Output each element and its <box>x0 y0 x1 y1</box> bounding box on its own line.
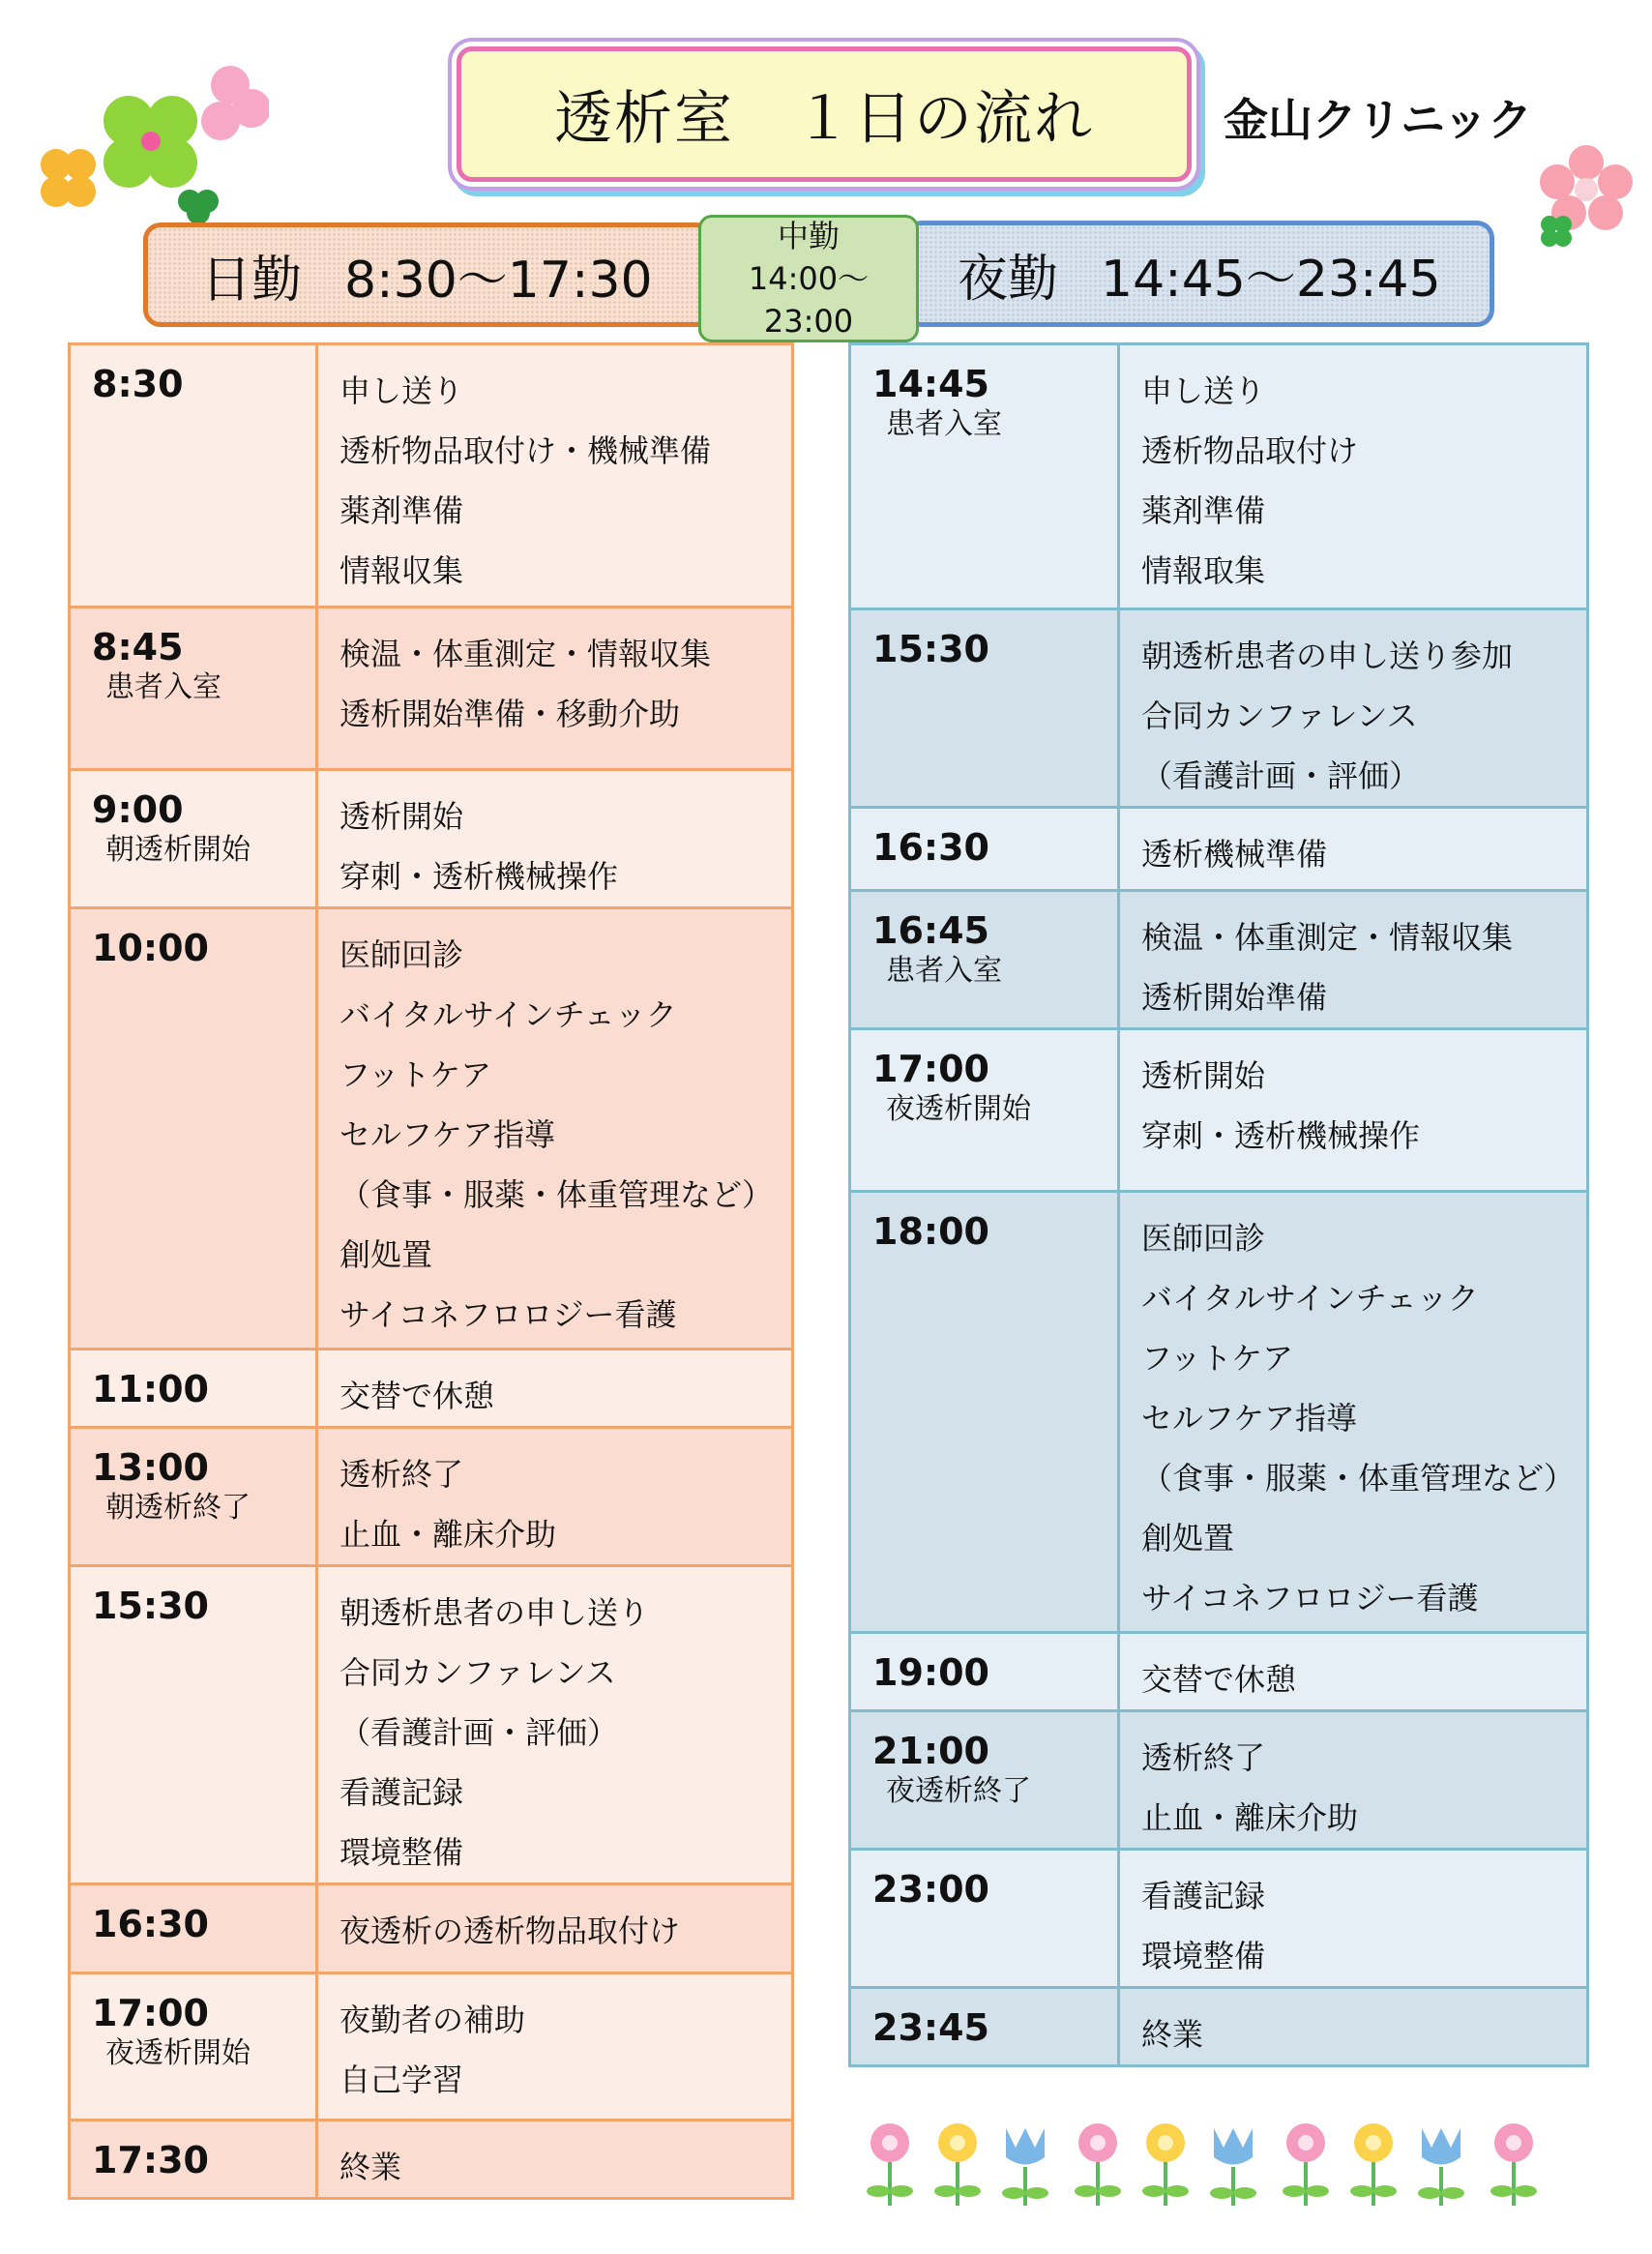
task-item: 終業 <box>1141 2016 1204 2053</box>
time-cell <box>850 1633 1119 1711</box>
task-item: セルフケア指導 <box>339 1116 556 1153</box>
schedule-row <box>850 609 1588 808</box>
schedule-row <box>70 1349 793 1428</box>
task-item: （食事・服薬・体重管理など） <box>1141 1460 1576 1497</box>
time-label: 15:30 <box>872 628 989 670</box>
day-shift-banner <box>143 222 714 327</box>
time-sub-label: 患者入室 <box>886 407 1002 441</box>
task-item: 申し送り <box>339 372 464 409</box>
time-cell <box>850 1711 1119 1850</box>
task-cell <box>317 908 793 1349</box>
day-shift-label: 日勤 <box>201 251 303 310</box>
task-item: サイコネフロロジー看護 <box>1141 1580 1479 1616</box>
time-sub-label: 患者入室 <box>886 954 1002 988</box>
task-item: （看護計画・評価） <box>1141 757 1421 794</box>
task-item: 朝透析患者の申し送り参加 <box>1141 638 1514 674</box>
time-sub-label: 夜透析開始 <box>886 1092 1031 1126</box>
task-cell <box>1119 1988 1588 2066</box>
time-cell <box>70 1349 317 1428</box>
schedule-row <box>850 1711 1588 1850</box>
schedule-row <box>70 770 793 908</box>
task-item: （食事・服薬・体重管理など） <box>339 1176 774 1213</box>
time-label: 16:30 <box>872 826 989 869</box>
task-item: 交替で休憩 <box>1141 1661 1297 1698</box>
time-cell <box>850 609 1119 808</box>
task-cell <box>1119 1192 1588 1633</box>
task-cell <box>1119 609 1588 808</box>
orange-clover-icon <box>41 149 96 207</box>
task-cell <box>1119 1711 1588 1850</box>
task-item: 止血・離床介助 <box>339 1516 557 1553</box>
night-shift-banner <box>904 221 1494 327</box>
time-label: 16:30 <box>92 1903 209 1945</box>
task-item: 環境整備 <box>1141 1938 1266 1974</box>
task-item: 情報収集 <box>339 552 464 589</box>
time-label: 8:45 <box>92 626 184 668</box>
mid-shift-end: 23:00 <box>763 303 854 340</box>
time-cell <box>850 1850 1119 1988</box>
schedule-row <box>70 1973 793 2121</box>
time-cell <box>70 1566 317 1884</box>
task-item: 看護記録 <box>1141 1878 1266 1914</box>
small-green-clover-icon <box>178 190 219 222</box>
clinic-name: 金山クリニック <box>1224 94 1533 146</box>
schedule-row <box>850 1192 1588 1633</box>
task-item: 穿刺・透析機械操作 <box>339 858 619 895</box>
flower-7-icon <box>1283 2123 1329 2206</box>
task-cell <box>1119 1850 1588 1988</box>
schedule-row <box>850 1988 1588 2066</box>
time-label: 17:00 <box>92 1992 209 2034</box>
task-cell <box>1119 1633 1588 1711</box>
time-label: 11:00 <box>92 1368 209 1410</box>
task-item: 透析物品取付け・機械準備 <box>339 432 712 469</box>
night-shift-hours: 14:45〜23:45 <box>1101 250 1441 309</box>
time-cell <box>70 344 317 608</box>
day-shift-hours: 8:30〜17:30 <box>344 251 653 310</box>
time-cell <box>850 344 1119 609</box>
day-schedule-table <box>68 342 794 2200</box>
task-cell <box>317 1428 793 1566</box>
task-item: 薬剤準備 <box>339 492 464 529</box>
task-item: 透析開始準備 <box>1141 979 1328 1016</box>
time-sub-label: 朝透析終了 <box>105 1491 251 1525</box>
task-item: 検温・体重測定・情報収集 <box>339 636 712 672</box>
task-item: （看護計画・評価） <box>339 1714 619 1751</box>
time-cell <box>850 1192 1119 1633</box>
night-shift-label: 夜勤 <box>958 250 1059 309</box>
time-label: 10:00 <box>92 927 209 969</box>
time-cell <box>70 608 317 770</box>
flower-10-icon <box>1490 2123 1537 2206</box>
task-cell <box>1119 344 1588 609</box>
task-cell <box>1119 891 1588 1029</box>
night-schedule-table <box>848 342 1589 2067</box>
flower-3-icon <box>1002 2128 1048 2206</box>
time-cell <box>850 891 1119 1029</box>
time-cell <box>70 770 317 908</box>
task-item: 薬剤準備 <box>1141 492 1266 529</box>
night-schedule-body <box>850 344 1588 2066</box>
time-cell <box>70 1428 317 1566</box>
time-sub-label: 夜透析開始 <box>105 2036 251 2070</box>
time-sub-label: 夜透析終了 <box>886 1774 1031 1808</box>
time-label: 21:00 <box>872 1730 989 1772</box>
task-cell <box>317 1973 793 2121</box>
task-item: 終業 <box>339 2149 402 2185</box>
schedule-row <box>70 1566 793 1884</box>
task-item: 医師回診 <box>1141 1220 1266 1257</box>
flower-6-icon <box>1210 2128 1256 2206</box>
mid-shift-start: 14:00〜 <box>748 260 870 297</box>
time-label: 23:45 <box>872 2006 989 2049</box>
mid-shift-banner <box>698 215 919 342</box>
schedule-row <box>70 344 793 608</box>
task-item: 検温・体重測定・情報収集 <box>1141 919 1514 956</box>
task-cell <box>1119 808 1588 891</box>
task-item: 合同カンファレンス <box>1141 697 1418 734</box>
task-cell <box>317 608 793 770</box>
task-item: 透析終了 <box>339 1456 464 1493</box>
schedule-row <box>70 908 793 1349</box>
time-label: 13:00 <box>92 1446 209 1489</box>
task-cell <box>317 1566 793 1884</box>
flower-5-icon <box>1142 2123 1189 2206</box>
task-item: 看護記録 <box>339 1774 464 1811</box>
flower-4-icon <box>1075 2123 1121 2206</box>
time-label: 17:00 <box>872 1048 989 1090</box>
task-item: バイタルサインチェック <box>1141 1280 1479 1317</box>
task-cell <box>1119 1029 1588 1192</box>
task-item: サイコネフロロジー看護 <box>339 1296 677 1333</box>
task-item: 創処置 <box>1141 1520 1235 1557</box>
page-title <box>457 46 1192 182</box>
flower-8-icon <box>1350 2123 1397 2206</box>
day-schedule-body <box>70 344 793 2199</box>
time-label: 15:30 <box>92 1585 209 1627</box>
task-item: 環境整備 <box>339 1834 464 1871</box>
task-item: 情報取集 <box>1141 552 1266 589</box>
schedule-row <box>70 608 793 770</box>
schedule-row <box>70 2121 793 2199</box>
time-label: 16:45 <box>872 909 989 952</box>
time-label: 19:00 <box>872 1651 989 1694</box>
task-item: 透析終了 <box>1141 1739 1266 1776</box>
time-cell <box>70 2121 317 2199</box>
task-item: フットケア <box>1141 1340 1294 1377</box>
task-item: 合同カンファレンス <box>339 1654 616 1691</box>
task-item: 穿刺・透析機械操作 <box>1141 1117 1421 1154</box>
time-cell <box>850 1988 1119 2066</box>
flower-1-icon <box>867 2123 913 2206</box>
task-item: 夜勤者の補助 <box>339 2002 526 2038</box>
task-item: 透析開始 <box>1141 1057 1266 1094</box>
schedule-row <box>850 1633 1588 1711</box>
task-item: 自己学習 <box>339 2061 464 2098</box>
task-item: セルフケア指導 <box>1141 1400 1358 1437</box>
time-sub-label: 朝透析開始 <box>105 833 251 867</box>
task-item: 透析機械準備 <box>1141 836 1328 873</box>
task-item: 透析開始 <box>339 798 464 835</box>
time-label: 8:30 <box>92 363 184 405</box>
time-label: 9:00 <box>92 788 184 831</box>
schedule-row <box>850 891 1588 1029</box>
task-item: 交替で休憩 <box>339 1378 495 1414</box>
pink-flower-icon <box>1538 145 1635 252</box>
task-item: 透析物品取付け <box>1141 432 1359 469</box>
task-cell <box>317 1349 793 1428</box>
time-cell <box>850 1029 1119 1192</box>
schedule-row <box>850 344 1588 609</box>
schedule-row <box>70 1884 793 1973</box>
task-item: バイタルサインチェック <box>339 996 677 1033</box>
task-item: 止血・離床介助 <box>1141 1799 1359 1836</box>
schedule-row <box>70 1428 793 1566</box>
schedule-row <box>850 1029 1588 1192</box>
page-title-text: 透析室 １日の流れ <box>554 85 1094 153</box>
flower-row-decoration <box>851 2114 1548 2220</box>
time-cell <box>70 1884 317 1973</box>
time-cell <box>70 1973 317 2121</box>
flower-9-icon <box>1418 2128 1464 2206</box>
task-cell <box>317 770 793 908</box>
task-item: 夜透析の透析物品取付け <box>339 1913 681 1949</box>
schedule-row <box>850 1850 1588 1988</box>
task-item: 申し送り <box>1141 372 1266 409</box>
task-item: 透析開始準備・移動介助 <box>339 696 681 732</box>
clover-cluster-icon <box>27 58 269 222</box>
task-item: 医師回診 <box>339 936 464 973</box>
time-label: 17:30 <box>92 2139 209 2181</box>
task-item: 朝透析患者の申し送り <box>339 1594 650 1631</box>
task-item: 創処置 <box>339 1236 433 1273</box>
task-cell <box>317 2121 793 2199</box>
time-label: 18:00 <box>872 1210 989 1253</box>
pink-heart-clover-icon <box>201 66 269 140</box>
schedule-row <box>850 808 1588 891</box>
time-cell <box>850 808 1119 891</box>
flower-2-icon <box>934 2123 981 2206</box>
time-label: 14:45 <box>872 363 989 405</box>
green-clover-icon <box>103 96 197 188</box>
mid-shift-label: 中勤 <box>777 218 840 254</box>
time-cell <box>70 908 317 1349</box>
time-sub-label: 患者入室 <box>105 670 221 704</box>
time-label: 23:00 <box>872 1868 989 1911</box>
task-cell <box>317 344 793 608</box>
task-cell <box>317 1884 793 1973</box>
task-item: フットケア <box>339 1056 492 1093</box>
